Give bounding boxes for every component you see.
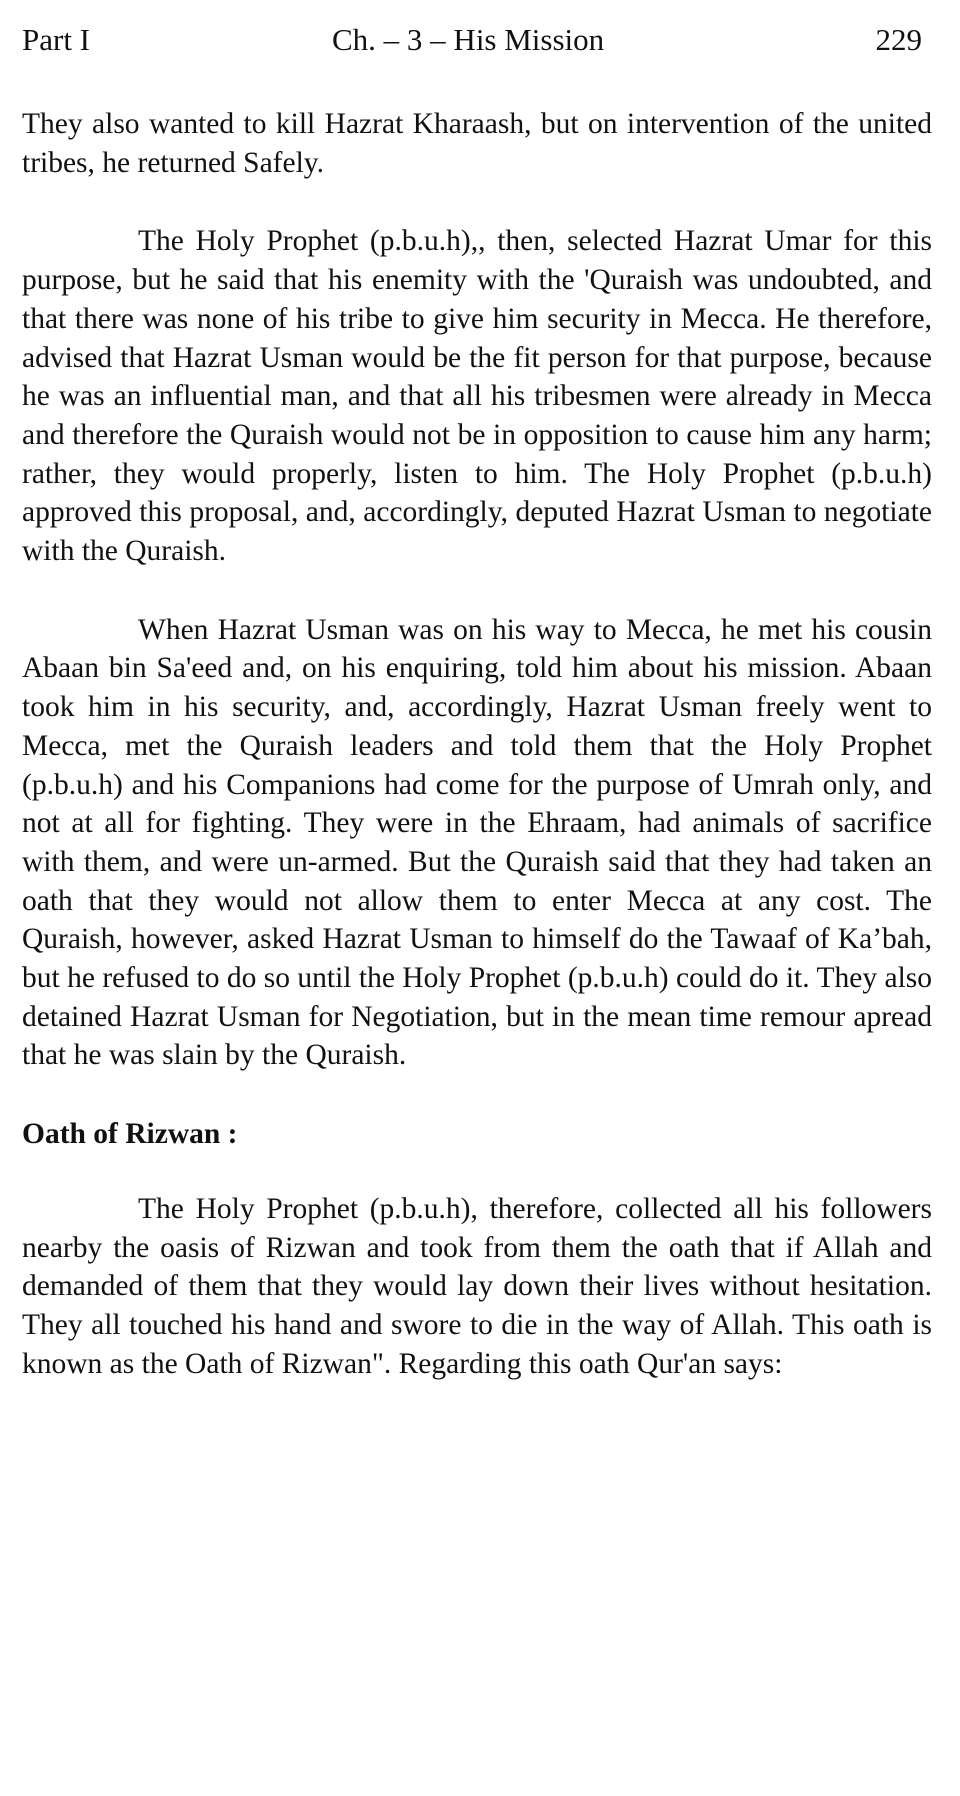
paragraph-kharaash: They also wanted to kill Hazrat Kharaash, but on intervention of the united tribes, he returned Safely.: [22, 108, 932, 179]
page-body: [22, 105, 932, 1383]
paragraph-oath-of-rizwan: The Holy Prophet (p.b.u.h), therefore, collected all his followers nearby the oasis of Rizwan and took from them the oath that if Allah and demanded of them that they would lay down their lives without hesitation. They all touched his hand and swore to die in the way of Allah. This oath is known as the Oath of Rizwan". Regarding this oath Qur'an says:: [22, 1192, 932, 1380]
section-heading: Oath of Rizwan :: [22, 1118, 238, 1151]
page-number: 229: [875, 22, 922, 57]
running-header: [22, 18, 932, 62]
paragraph-umar-proposal: The Holy Prophet (p.b.u.h),, then, selected Hazrat Umar for this purpose, but he said that his enemity with the 'Quraish was undoubted, and that there was none of his tribe to give him security in Mecca. He therefore, advised that Hazrat Usman would be the fit person for that purpose, because he was an influential man, and that all his tribesmen were already in Mecca and therefore the Quraish would not be in opposition to cause him any harm; rather, they would properly, listen to him. The Holy Prophet (p.b.u.h) approved this proposal, and, accordingly, deputed Hazrat Usman to negotiate with the Quraish.: [22, 225, 932, 568]
paragraph-usman-mission: When Hazrat Usman was on his way to Mecca, he met his cousin Abaan bin Sa'eed and, on his enquiring, told him about his mission. Abaan took him in his security, and, accordingly, Hazrat Usman freely went to Mecca, met the Quraish leaders and told them that the Holy Prophet (p.b.u.h) and his Companions had come for the purpose of Umrah only, and not at all for fighting. They were in the Ehraam, had animals of sacrifice with them, and were un-armed. But the Quraish said that they had taken an oath that they would not allow them to enter Mecca at any cost. The Quraish, however, asked Hazrat Usman to himself do the Tawaaf of Ka’bah, but he refused to do so until the Holy Prophet (p.b.u.h) could do it. They also detained Hazrat Usman for Negotiation, but in the mean time remour apread that he was slain by the Quraish.: [22, 613, 932, 1072]
part-label: Part I: [22, 22, 91, 57]
chapter-title: Ch. – 3 – His Mission: [332, 22, 605, 57]
book-page: [22, 18, 932, 1423]
